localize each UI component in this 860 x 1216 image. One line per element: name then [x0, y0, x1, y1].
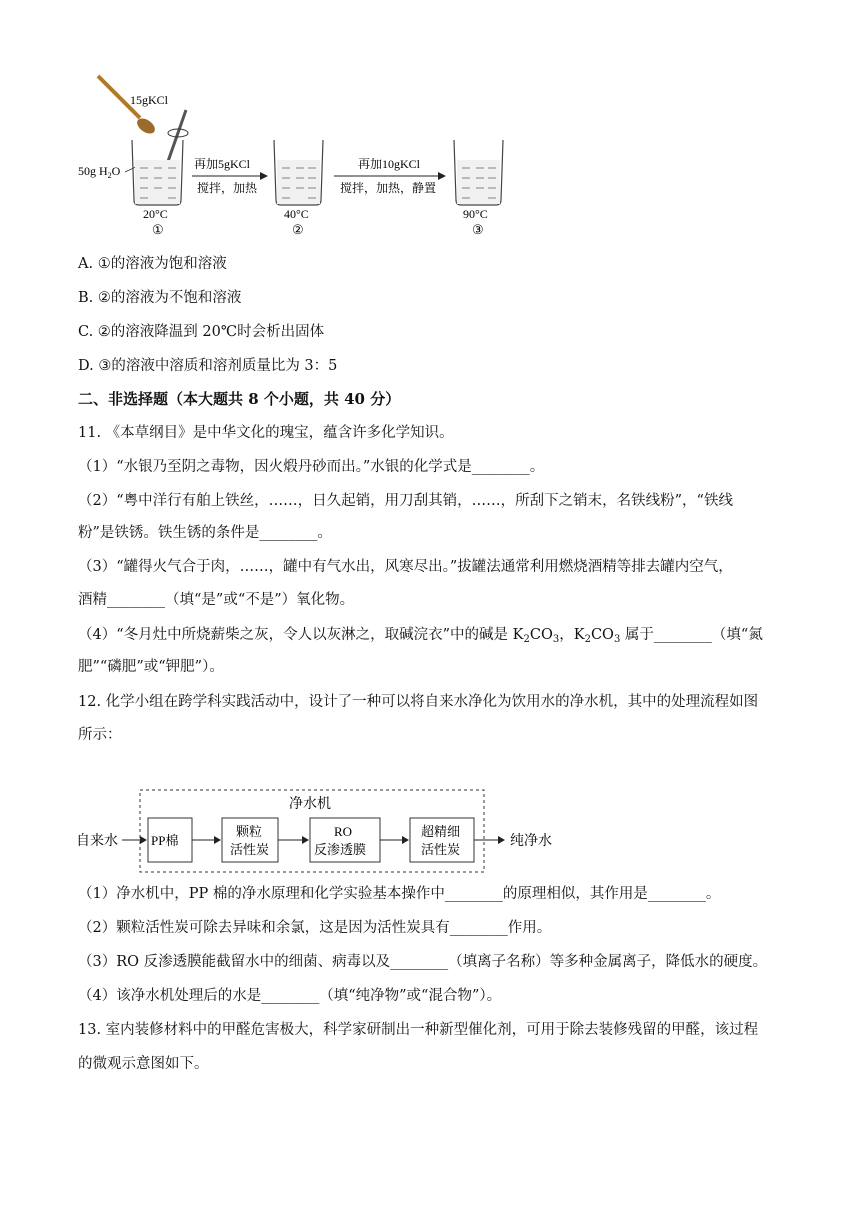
option-a: A. ①的溶液为饱和溶液 — [78, 256, 227, 272]
option-d: D. ③的溶液中溶质和溶剂质量比为 3：5 — [78, 358, 338, 374]
box-ultrafine-carbon-line-1: 超精细 — [421, 824, 461, 839]
dissolution-figure — [0, 0, 860, 245]
q11-part-2-line-1: （2）“粤中洋行有舶上铁丝，……，日久起销，用刀刮其销，……，所刮下之销末，名铁线粉”，“铁线 — [78, 493, 733, 509]
q12-part-1: （1）净水机中，PP 棉的净水原理和化学实验基本操作中________的原理相似，其作用是________。 — [78, 886, 721, 902]
beaker-3-mark: ③ — [472, 222, 484, 237]
q11-part-1: （1）“水银乃至阴之毒物，因火煅丹砂而出。”水银的化学式是________。 — [78, 459, 545, 475]
flow-input: 自来水 — [76, 834, 118, 849]
water-purifier-diagram — [0, 782, 860, 882]
arrow-1-bottom: 搅拌，加热 — [197, 181, 258, 195]
arrow-2-bottom: 搅拌，加热，静置 — [340, 181, 437, 195]
beaker-2-mark: ② — [292, 222, 304, 237]
water-label: 50g $H_2O$ — [78, 164, 121, 180]
q12-part-2: （2）颗粒活性炭可除去异味和余氯，这是因为活性炭具有________作用。 — [78, 920, 552, 936]
box-granular-carbon-line-1: 颗粒 — [236, 824, 263, 839]
q11-part-2-line-2: 粉”是铁锈。铁生锈的条件是________。 — [78, 525, 332, 541]
box-ultrafine-carbon-line-2: 活性炭 — [421, 842, 461, 857]
beaker-1-mark: ① — [152, 222, 164, 237]
box-pp-cotton-label: PP棉 — [151, 833, 179, 848]
beaker-1 — [132, 140, 183, 205]
box-ro-membrane-line-2: 反渗透膜 — [314, 842, 367, 857]
q11-stem: 11. 《本草纲目》是中华文化的瑰宝，蕴含许多化学知识。 — [78, 425, 454, 441]
arrow-1-top: 再加5gKCl — [194, 157, 251, 171]
diagram-title: 净水机 — [289, 797, 331, 812]
beaker-3-temp: 90°C — [463, 207, 488, 221]
q12-part-4: （4）该净水机处理后的水是________（填“纯净物”或“混合物”）。 — [78, 988, 502, 1004]
beaker-1-temp: 20°C — [143, 207, 168, 221]
option-c: C. ②的溶液降温到 20℃时会析出固体 — [78, 324, 325, 340]
q12-stem-line-1: 12. 化学小组在跨学科实践活动中，设计了一种可以将自来水净化为饮用水的净水机，其中的处理流程如图 — [78, 694, 759, 710]
beaker-3 — [454, 140, 503, 205]
q11-part-4-line-1: （4）“冬月灶中所烧薪柴之灰，令人以灰淋之，取碱浣衣”中的碱是 $K_2CO_3$，$K_2CO_3$ 属于________（填“氮 — [78, 627, 763, 645]
q13-line-2: 的微观示意图如下。 — [78, 1056, 209, 1072]
box-ro-membrane-line-1: RO — [334, 824, 353, 839]
q12-part-3: （3）RO 反渗透膜能截留水中的细菌、病毒以及________（填离子名称）等多种金属离子，降低水的硬度。 — [78, 954, 768, 970]
q11-part-3-line-1: （3）“罐得火气合于肉，……，罐中有气水出，风寒尽出。”拔罐法通常利用燃烧酒精等排去罐内空气， — [78, 559, 733, 575]
q13-line-1: 13. 室内装修材料中的甲醛危害极大，科学家研制出一种新型催化剂，可用于除去装修残留的甲醛，该过程 — [78, 1022, 759, 1038]
section-heading: 二、非选择题（本大题共 8 个小题，共 40 分） — [78, 390, 401, 408]
beaker-2-temp: 40°C — [284, 207, 309, 221]
arrow-2-top: 再加10gKCl — [358, 157, 421, 171]
q11-part-3-line-2: 酒精________（填“是”或“不是”）氧化物。 — [78, 592, 355, 608]
flow-output: 纯净水 — [510, 834, 552, 849]
box-granular-carbon-line-2: 活性炭 — [230, 842, 270, 857]
beaker-2 — [274, 140, 323, 205]
q12-stem-line-2: 所示： — [78, 727, 122, 743]
option-b: B. ②的溶液为不饱和溶液 — [78, 290, 242, 306]
spoon-label: 15gKCl — [130, 93, 169, 107]
q11-part-4-line-2: 肥”“磷肥”或“钾肥”）。 — [78, 659, 224, 675]
